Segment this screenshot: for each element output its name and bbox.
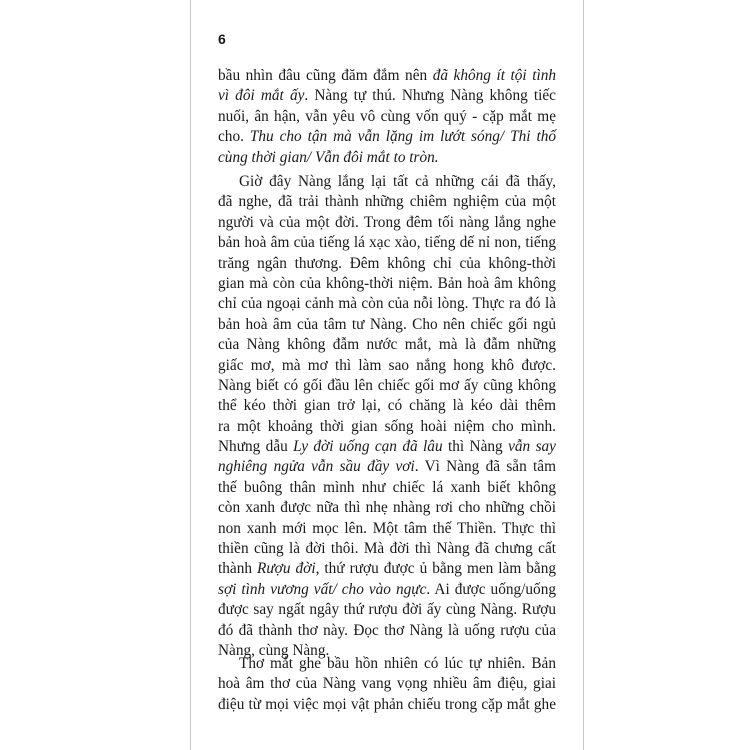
- text-run: của Nàng không đẫm nước mắt, mà là đẫm những: [218, 336, 556, 354]
- text-line: [218, 213, 556, 233]
- text-run: cho.: [218, 128, 250, 146]
- text-run: non xanh mới mọc lên. Một tâm thế Thiền. Thực thì: [218, 519, 556, 537]
- text-line: [218, 274, 556, 294]
- italic-quote: Thu cho tận mà vẫn lặng im lướt sóng/ Thi thố: [249, 128, 556, 146]
- text-run: . Ai được uống/uống: [426, 580, 556, 598]
- text-run: thể kéo thời gian trở lại, có chăng là kéo dài thêm: [218, 397, 556, 415]
- text-run: điệu từ mọi việc mọi vật phản chiếu trong cặp mắt ghe: [218, 695, 556, 713]
- text-run: được say ngất ngây thứ rượu đời ấy cùng Nàng. Rượu: [218, 601, 556, 619]
- text-line: [218, 559, 556, 579]
- text-run: thành: [218, 560, 257, 578]
- text-line: [218, 376, 556, 396]
- text-run: nuối, ân hận, vẫn yêu vô cùng vốn quý - cặp mắt mẹ: [218, 107, 556, 125]
- text-run: đã nghe, đã trải thành những chiêm nghiệm của một: [218, 193, 556, 211]
- text-run: Giờ đây Nàng lắng lại tất cả những cái đã thấy,: [239, 173, 556, 190]
- text-run: hoà âm thơ của Nàng vang vọng nhiều âm điệu, giai: [218, 675, 556, 693]
- text-line: [218, 172, 556, 192]
- italic-quote: vì đôi mắt ấy: [218, 87, 305, 105]
- text-line: [218, 457, 556, 477]
- text-run: Nàng biết có gối đầu lên chiếc gối mơ ấy cũng không: [218, 376, 556, 394]
- italic-quote: vẫn say: [508, 438, 556, 456]
- text-run: gian mà còn của không-thời niệm. Bản hoà âm không: [218, 274, 556, 292]
- paragraph-1: [218, 66, 556, 168]
- text-line: [218, 127, 556, 147]
- text-line: [218, 107, 556, 127]
- text-run: thế buông thân mình như chiếc lá xanh biết không: [218, 478, 556, 496]
- text-run: trăng ngân thương. Đêm không chỉ của không-thời: [218, 254, 556, 272]
- text-line: [218, 695, 556, 715]
- italic-quote: sợi tình vương vất/ cho vào ngực: [218, 580, 427, 598]
- paragraph-3: [218, 654, 556, 715]
- text-line: [218, 674, 556, 694]
- text-line: [218, 233, 556, 253]
- text-line: [218, 66, 556, 86]
- text-run: . Nàng tự thú. Nhưng Nàng không tiếc: [304, 87, 556, 105]
- text-line: [218, 396, 556, 416]
- text-run: thiền cũng là đời thôi. Mà đời thì Nàng đã chưng cất: [218, 540, 556, 558]
- text-line: [218, 519, 556, 539]
- text-line: [218, 417, 556, 437]
- text-line: [218, 254, 556, 274]
- text-run: đó đã thành thơ này. Đọc thơ Nàng là uống rượu của: [218, 621, 556, 639]
- text-line: [218, 580, 556, 600]
- text-line: [218, 148, 556, 168]
- text-line: [218, 315, 556, 335]
- italic-quote: nghiêng ngửa vẫn sầu đầy vơi: [218, 458, 415, 476]
- italic-quote: đã không ít tội tình: [432, 67, 556, 84]
- text-run: chỉ của ngoại cảnh mà còn của nỗi lòng. Thực ra đó là: [218, 295, 556, 313]
- book-page: [190, 0, 584, 750]
- text-line: [218, 437, 556, 457]
- paragraph-2: [218, 172, 556, 661]
- text-line: [218, 86, 556, 106]
- text-line: [218, 654, 556, 674]
- text-run: bản hoà âm của tâm tư Nàng. Cho nên chiếc gối ngủ: [218, 315, 556, 333]
- text-line: [218, 192, 556, 212]
- text-line: [218, 621, 556, 641]
- text-line: [218, 356, 556, 376]
- text-line: [218, 498, 556, 518]
- page-number: 6: [218, 31, 226, 47]
- text-line: [218, 539, 556, 559]
- text-run: còn xanh được nữa thì nhẹ nhàng rơi cho những chồi: [218, 499, 556, 517]
- text-line: [218, 478, 556, 498]
- italic-quote: Rượu đời: [257, 560, 316, 578]
- text-line: [218, 335, 556, 355]
- text-run: người và của một đời. Trong đêm tối nàng lắng nghe: [218, 213, 556, 231]
- text-line: [218, 600, 556, 620]
- text-run: ra một khoảng thời gian sống hoài niệm cho mình.: [218, 417, 556, 435]
- text-run: Nàng, cùng Nàng.: [218, 641, 330, 659]
- italic-quote: Ly đời uống cạn đã lâu: [293, 438, 443, 456]
- text-run: Nhưng dẫu: [218, 438, 294, 456]
- italic-quote: cùng thời gian/ Vẫn đôi mắt to tròn.: [218, 148, 439, 166]
- text-run: thì Nàng: [442, 438, 509, 456]
- text-run: bầu nhìn đâu cũng đăm đắm nên: [218, 67, 433, 84]
- text-run: . Vì Nàng đã sẵn tâm: [414, 458, 556, 476]
- text-run: Thơ mắt ghe bầu hồn nhiên có lúc tự nhiên. Bản: [239, 655, 556, 672]
- text-run: bản hoà âm của tiếng lá xạc xào, tiếng dế nỉ non, tiếng: [218, 234, 556, 252]
- text-line: [218, 294, 556, 314]
- text-run: giấc mơ, mà mơ thì làm sao nắng hong khô được.: [218, 356, 556, 374]
- text-run: , thứ rượu được ủ bằng men làm bằng: [315, 560, 556, 578]
